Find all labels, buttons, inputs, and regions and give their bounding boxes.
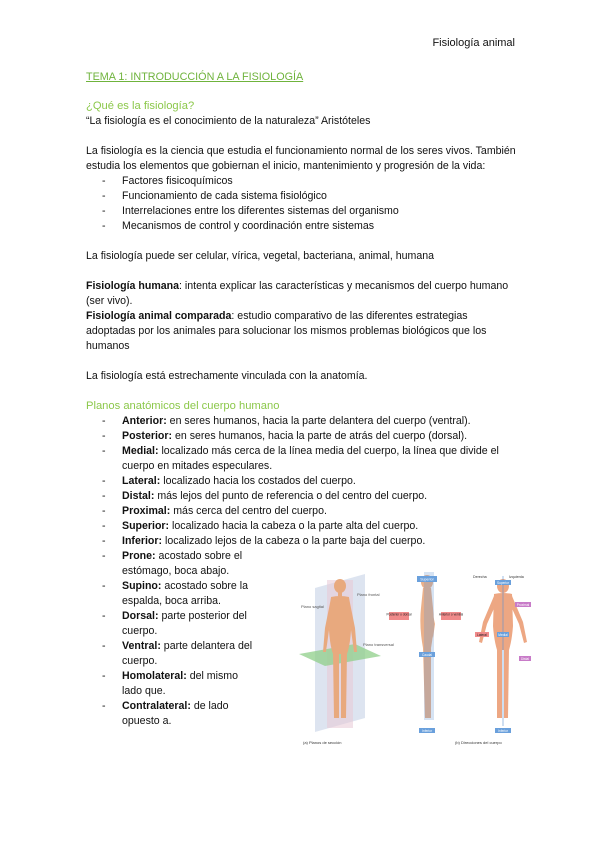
svg-text:Distal: Distal (521, 656, 529, 661)
svg-text:Superior: Superior (420, 577, 434, 582)
aristotle-quote: “La fisiología es el conocimiento de la naturaleza” Aristóteles (86, 115, 371, 127)
list-item: - Homolateral: del mismo lado que. (100, 669, 260, 699)
caption-a: (a) Planos de sección (303, 740, 342, 745)
section-heading-que-es: ¿Qué es la fisiología? (86, 100, 195, 112)
comp-def: : estudio comparativo de las diferentes estrategias adoptadas por los animales para solucionar los mismos problemas biológicos que los humanos (86, 310, 487, 352)
term-comparative: Fisiología animal comparada (86, 310, 232, 322)
svg-text:Medial: Medial (498, 632, 508, 637)
elements-list (100, 174, 516, 234)
term-human: Fisiología humana (86, 280, 180, 292)
human-def: : intenta explicar las características y mecanismos del cuerpo humano (ser vivo). (86, 280, 509, 307)
svg-text:Posterior o dorsal: Posterior o dorsal (386, 612, 412, 617)
list-item: - Funcionamiento de cada sistema fisiológico (100, 189, 516, 204)
caption-b: (b) Direcciones del cuerpo (455, 740, 502, 745)
list-item: - Ventral: parte delantera del cuerpo. (100, 639, 260, 669)
list-item: - Proximal: más cerca del centro del cuerpo. (100, 504, 530, 519)
list-item: - Inferior: localizado lejos de la cabeza o la parte baja del cuerpo. (100, 534, 530, 549)
list-item: - Anterior: en seres humanos, hacia la parte delantera del cuerpo (ventral). (100, 414, 530, 429)
list-item: - Superior: localizado hacia la cabeza o la parte alta del cuerpo. (100, 519, 530, 534)
section-heading-planos: Planos anatómicos del cuerpo humano (86, 400, 280, 412)
list-item: - Distal: más lejos del punto de referencia o del centro del cuerpo. (100, 489, 530, 504)
svg-text:Derecha: Derecha (473, 575, 487, 579)
svg-text:Proximal: Proximal (516, 602, 530, 607)
comparative-physiology-paragraph (86, 309, 516, 354)
svg-text:Inferior: Inferior (498, 728, 508, 733)
list-item: - Posterior: en seres humanos, hacia la parte de atrás del cuerpo (dorsal). (100, 429, 530, 444)
definition-paragraph: La fisiología es la ciencia que estudia el funcionamiento normal de los seres vivos. También estudia los elementos que gobiernan el inicio, mantenimiento y progresión de la vida: (86, 145, 516, 172)
page-header: Fisiología animal (432, 37, 515, 49)
svg-text:Anterior o ventral: Anterior o ventral (438, 612, 464, 617)
svg-text:Izquierda: Izquierda (509, 575, 524, 579)
list-item: - Prone: acostado sobre el estómago, boca abajo. (100, 549, 260, 579)
svg-text:Inferior: Inferior (422, 728, 432, 733)
list-item: - Dorsal: parte posterior del cuerpo. (100, 609, 260, 639)
planes-list (100, 414, 530, 549)
chapter-title: TEMA 1: INTRODUCCIÓN A LA FISIOLOGÍA (86, 71, 304, 83)
anatomy-figure (295, 568, 535, 750)
svg-text:Caudal: Caudal (421, 652, 433, 657)
list-item: - Interrelaciones entre los diferentes sistemas del organismo (100, 204, 516, 219)
label-transversal: Plano transversal (363, 642, 394, 647)
svg-text:Superior: Superior (496, 580, 510, 585)
list-item: - Supino: acostado sobre la espalda, boca arriba. (100, 579, 260, 609)
anatomy-paragraph: La fisiología está estrechamente vinculada con la anatomía. (86, 370, 368, 382)
list-item: - Mecanismos de control y coordinación entre sistemas (100, 219, 516, 234)
list-item: - Contralateral: de lado opuesto a. (100, 699, 260, 729)
label-frontal: Plano frontal (357, 592, 380, 597)
svg-text:Lateral: Lateral (477, 632, 487, 637)
list-item: - Lateral: localizado hacia los costados del cuerpo. (100, 474, 530, 489)
list-item: - Medial: localizado más cerca de la línea media del cuerpo, la línea que divide el cuerpo en mitades especulares. (100, 444, 530, 474)
human-physiology-paragraph (86, 279, 516, 309)
types-paragraph: La fisiología puede ser celular, vírica, vegetal, bacteriana, animal, humana (86, 250, 435, 262)
list-item: - Factores fisicoquímicos (100, 174, 516, 189)
label-sagital: Plano sagital (301, 604, 324, 609)
